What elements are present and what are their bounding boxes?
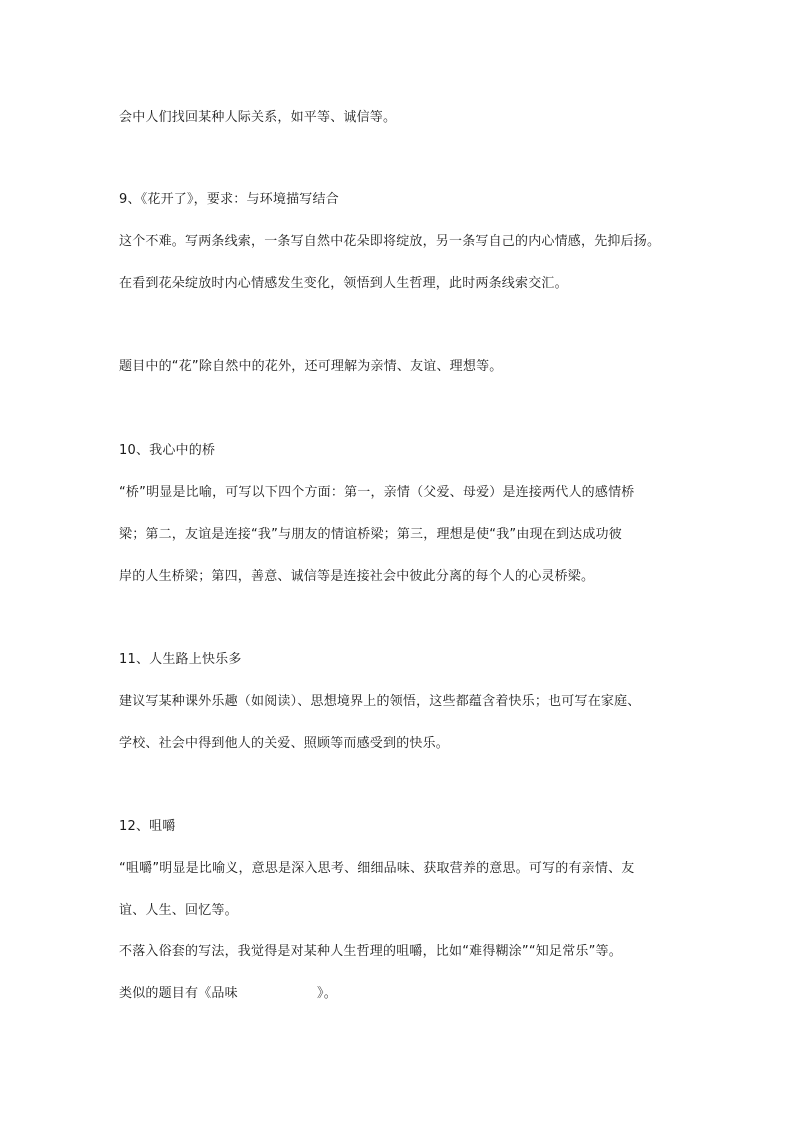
text-line: 岸的人生桥梁；第四，善意、诚信等是连接社会中彼此分离的每个人的心灵桥梁。 <box>119 569 595 584</box>
text-line: 类似的题目有《品味 》。 <box>119 986 337 1001</box>
text-line: “咀嚼”明显是比喻义，意思是深入思考、细细品味、获取营养的意思。可写的有亲情、友 <box>119 861 635 876</box>
section-heading: 12、咀嚼 <box>119 819 176 834</box>
text-line: 建议写某种课外乐趣（如阅读）、思想境界上的领悟，这些都蕴含着快乐；也可写在家庭、 <box>119 694 641 709</box>
section-heading: 10、我心中的桥 <box>119 443 216 458</box>
text-line: 这个不难。写两条线索，一条写自然中花朵即将绽放，另一条写自己的内心情感，先抑后扬。 <box>119 234 661 249</box>
text-line: 会中人们找回某种人际关系，如平等、诚信等。 <box>119 110 397 125</box>
text-line: 题目中的“花”除自然中的花外，还可理解为亲情、友谊、理想等。 <box>119 359 503 374</box>
text-line: 谊、人生、回忆等。 <box>119 903 238 918</box>
text-line: “桥”明显是比喻，可写以下四个方面：第一，亲情（父爱、母爱）是连接两代人的感情桥 <box>119 485 635 500</box>
text-line: 不落入俗套的写法，我觉得是对某种人生哲理的咀嚼，比如“难得糊涂”“知足常乐”等。 <box>119 944 622 959</box>
text-line: 梁；第二，友谊是连接“我”与朋友的情谊桥梁；第三，理想是使“我”由现在到达成功彼 <box>119 527 622 542</box>
section-heading: 9、《花开了》，要求：与环境描写结合 <box>119 192 339 207</box>
text-line: 学校、社会中得到他人的关爱、照顾等而感受到的快乐。 <box>119 736 450 751</box>
text-line: 在看到花朵绽放时内心情感发生变化，领悟到人生哲理，此时两条线索交汇。 <box>119 276 568 291</box>
section-heading: 11、人生路上快乐多 <box>119 652 242 667</box>
